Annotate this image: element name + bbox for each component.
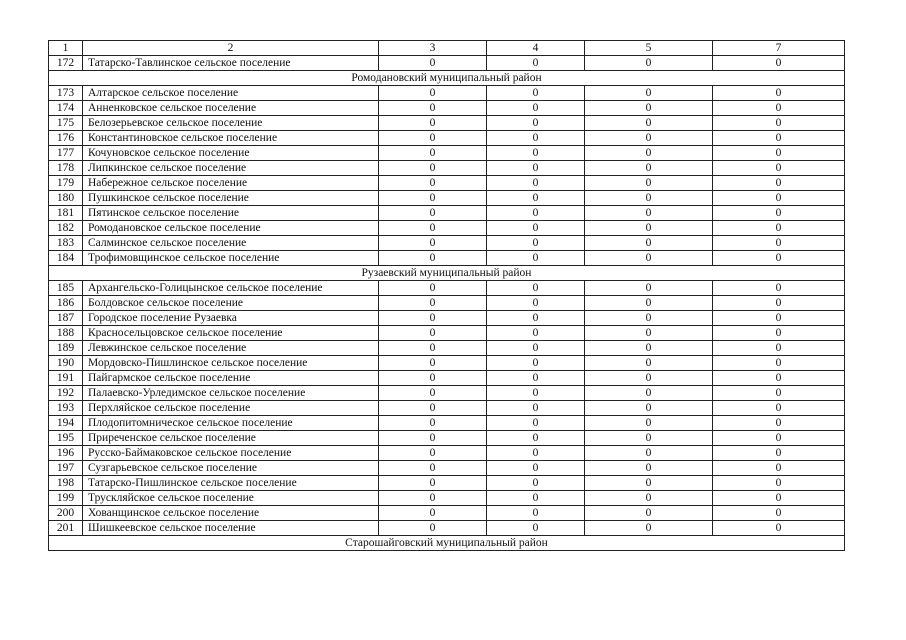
settlement-name: Плодопитомническое сельское поселение [83,416,379,431]
value-cell: 0 [585,311,713,326]
value-cell: 0 [379,146,487,161]
value-cell: 0 [487,521,585,536]
settlement-name: Мордовско-Пишлинское сельское поселение [83,356,379,371]
settlement-name: Болдовское сельское поселение [83,296,379,311]
value-cell: 0 [713,356,845,371]
settlement-name: Татарско-Пишлинское сельское поселение [83,476,379,491]
table-row [49,176,845,191]
row-number: 179 [49,176,83,191]
row-number: 191 [49,371,83,386]
value-cell: 0 [379,131,487,146]
table-row [49,431,845,446]
value-cell: 0 [487,86,585,101]
value-cell: 0 [713,491,845,506]
row-number: 185 [49,281,83,296]
table-row [49,146,845,161]
value-cell: 0 [487,311,585,326]
table-row [49,446,845,461]
value-cell: 0 [713,446,845,461]
value-cell: 0 [487,206,585,221]
value-cell: 0 [379,506,487,521]
table-row [49,236,845,251]
settlement-name: Татарско-Тавлинское сельское поселение [83,56,379,71]
settlement-name: Приреченское сельское поселение [83,431,379,446]
value-cell: 0 [585,221,713,236]
settlement-name: Салминское сельское поселение [83,236,379,251]
settlement-name: Трускляйское сельское поселение [83,491,379,506]
row-number: 194 [49,416,83,431]
row-number: 180 [49,191,83,206]
value-cell: 0 [713,146,845,161]
settlement-name: Алтарское сельское поселение [83,86,379,101]
value-cell: 0 [487,281,585,296]
value-cell: 0 [585,116,713,131]
value-cell: 0 [487,116,585,131]
table-row [49,326,845,341]
value-cell: 0 [585,236,713,251]
value-cell: 0 [713,461,845,476]
data-table [48,40,845,551]
value-cell: 0 [379,356,487,371]
header-cell-col-2: 2 [83,41,379,56]
settlement-name: Липкинское сельское поселение [83,161,379,176]
row-number: 200 [49,506,83,521]
row-number: 184 [49,251,83,266]
value-cell: 0 [713,371,845,386]
settlement-name: Русско-Баймаковское сельское поселение [83,446,379,461]
settlement-name: Сузгарьевское сельское поселение [83,461,379,476]
district-title: Ромодановский муниципальный район [49,71,845,86]
row-number: 201 [49,521,83,536]
value-cell: 0 [713,221,845,236]
row-number: 188 [49,326,83,341]
value-cell: 0 [379,101,487,116]
value-cell: 0 [585,131,713,146]
value-cell: 0 [379,416,487,431]
value-cell: 0 [379,221,487,236]
table-row [49,476,845,491]
value-cell: 0 [713,191,845,206]
value-cell: 0 [379,176,487,191]
settlement-name: Анненковское сельское поселение [83,101,379,116]
table-row [49,386,845,401]
value-cell: 0 [713,131,845,146]
row-number: 190 [49,356,83,371]
value-cell: 0 [487,431,585,446]
district-title: Старошайговский муниципальный район [49,536,845,551]
value-cell: 0 [487,446,585,461]
row-number: 177 [49,146,83,161]
value-cell: 0 [713,311,845,326]
row-number: 199 [49,491,83,506]
value-cell: 0 [487,476,585,491]
value-cell: 0 [713,251,845,266]
table-body [49,41,845,551]
settlement-name: Городское поселение Рузаевка [83,311,379,326]
value-cell: 0 [487,176,585,191]
header-cell-col-1: 1 [49,41,83,56]
value-cell: 0 [713,341,845,356]
value-cell: 0 [585,56,713,71]
value-cell: 0 [585,401,713,416]
value-cell: 0 [713,431,845,446]
value-cell: 0 [713,401,845,416]
header-cell-col-3: 3 [379,41,487,56]
value-cell: 0 [379,206,487,221]
value-cell: 0 [713,416,845,431]
value-cell: 0 [379,251,487,266]
value-cell: 0 [379,446,487,461]
row-number: 192 [49,386,83,401]
row-number: 176 [49,131,83,146]
value-cell: 0 [379,56,487,71]
table-row [49,86,845,101]
value-cell: 0 [379,401,487,416]
value-cell: 0 [713,206,845,221]
settlement-name: Архангельско-Голицынское сельское поселение [83,281,379,296]
value-cell: 0 [585,326,713,341]
table-row [49,341,845,356]
value-cell: 0 [487,296,585,311]
value-cell: 0 [379,116,487,131]
row-number: 173 [49,86,83,101]
value-cell: 0 [585,386,713,401]
settlement-name: Перхляйское сельское поселение [83,401,379,416]
value-cell: 0 [487,131,585,146]
value-cell: 0 [713,296,845,311]
value-cell: 0 [585,161,713,176]
value-cell: 0 [713,506,845,521]
value-cell: 0 [585,206,713,221]
value-cell: 0 [379,296,487,311]
value-cell: 0 [713,176,845,191]
row-number: 189 [49,341,83,356]
value-cell: 0 [379,236,487,251]
settlement-name: Набережное сельское поселение [83,176,379,191]
row-number: 181 [49,206,83,221]
settlement-name: Белозерьевское сельское поселение [83,116,379,131]
settlement-name: Шишкеевское сельское поселение [83,521,379,536]
value-cell: 0 [713,281,845,296]
table-row [49,371,845,386]
district-section-row [49,71,845,86]
value-cell: 0 [713,386,845,401]
value-cell: 0 [487,506,585,521]
value-cell: 0 [585,416,713,431]
value-cell: 0 [713,101,845,116]
header-cell-col-4: 4 [487,41,585,56]
value-cell: 0 [487,251,585,266]
value-cell: 0 [487,236,585,251]
settlement-name: Пушкинское сельское поселение [83,191,379,206]
row-number: 198 [49,476,83,491]
value-cell: 0 [585,146,713,161]
table-row [49,101,845,116]
row-number: 183 [49,236,83,251]
value-cell: 0 [487,221,585,236]
row-number: 187 [49,311,83,326]
value-cell: 0 [585,491,713,506]
table-row [49,356,845,371]
settlement-name: Пайгармское сельское поселение [83,371,379,386]
value-cell: 0 [487,386,585,401]
row-number: 172 [49,56,83,71]
row-number: 193 [49,401,83,416]
table-row [49,281,845,296]
settlement-name: Ромодановское сельское поселение [83,221,379,236]
row-number: 196 [49,446,83,461]
row-number: 197 [49,461,83,476]
settlement-name: Левжинское сельское поселение [83,341,379,356]
value-cell: 0 [379,191,487,206]
value-cell: 0 [585,341,713,356]
table-row [49,311,845,326]
value-cell: 0 [713,161,845,176]
row-number: 195 [49,431,83,446]
row-number: 186 [49,296,83,311]
value-cell: 0 [487,146,585,161]
settlement-name: Кочуновское сельское поселение [83,146,379,161]
row-number: 175 [49,116,83,131]
table-row [49,401,845,416]
table-row [49,461,845,476]
header-cell-col-7: 7 [713,41,845,56]
value-cell: 0 [487,326,585,341]
table-row [49,521,845,536]
district-section-row [49,536,845,551]
value-cell: 0 [585,296,713,311]
table-row [49,296,845,311]
value-cell: 0 [379,461,487,476]
value-cell: 0 [585,476,713,491]
value-cell: 0 [487,491,585,506]
value-cell: 0 [585,446,713,461]
value-cell: 0 [379,161,487,176]
settlement-name: Трофимовщинское сельское поселение [83,251,379,266]
value-cell: 0 [487,356,585,371]
value-cell: 0 [713,326,845,341]
value-cell: 0 [487,101,585,116]
table-row [49,161,845,176]
value-cell: 0 [713,476,845,491]
table-row [49,491,845,506]
value-cell: 0 [487,371,585,386]
value-cell: 0 [713,116,845,131]
district-title: Рузаевский муниципальный район [49,266,845,281]
value-cell: 0 [379,521,487,536]
settlement-name: Пятинское сельское поселение [83,206,379,221]
value-cell: 0 [585,281,713,296]
value-cell: 0 [713,86,845,101]
value-cell: 0 [585,356,713,371]
table-row [49,506,845,521]
value-cell: 0 [585,176,713,191]
value-cell: 0 [487,416,585,431]
value-cell: 0 [487,191,585,206]
value-cell: 0 [585,251,713,266]
value-cell: 0 [487,401,585,416]
value-cell: 0 [487,56,585,71]
settlement-name: Хованщинское сельское поселение [83,506,379,521]
settlement-name: Красносельцовское сельское поселение [83,326,379,341]
table-row [49,116,845,131]
table-row [49,131,845,146]
value-cell: 0 [585,431,713,446]
value-cell: 0 [379,476,487,491]
value-cell: 0 [379,86,487,101]
header-row [49,41,845,56]
value-cell: 0 [713,521,845,536]
district-section-row [49,266,845,281]
table-row [49,416,845,431]
value-cell: 0 [379,281,487,296]
value-cell: 0 [713,56,845,71]
value-cell: 0 [585,521,713,536]
row-number: 178 [49,161,83,176]
settlement-name: Константиновское сельское поселение [83,131,379,146]
value-cell: 0 [487,341,585,356]
value-cell: 0 [585,506,713,521]
value-cell: 0 [713,236,845,251]
header-cell-col-5: 5 [585,41,713,56]
row-number: 182 [49,221,83,236]
value-cell: 0 [379,431,487,446]
value-cell: 0 [379,341,487,356]
value-cell: 0 [379,326,487,341]
table-row [49,56,845,71]
value-cell: 0 [585,191,713,206]
value-cell: 0 [585,461,713,476]
value-cell: 0 [585,101,713,116]
value-cell: 0 [487,161,585,176]
row-number: 174 [49,101,83,116]
settlement-name: Палаевско-Урледимское сельское поселение [83,386,379,401]
value-cell: 0 [379,386,487,401]
value-cell: 0 [379,311,487,326]
value-cell: 0 [585,86,713,101]
value-cell: 0 [585,371,713,386]
value-cell: 0 [487,461,585,476]
table-row [49,221,845,236]
table-row [49,251,845,266]
table-row [49,206,845,221]
value-cell: 0 [379,491,487,506]
table-row [49,191,845,206]
value-cell: 0 [379,371,487,386]
